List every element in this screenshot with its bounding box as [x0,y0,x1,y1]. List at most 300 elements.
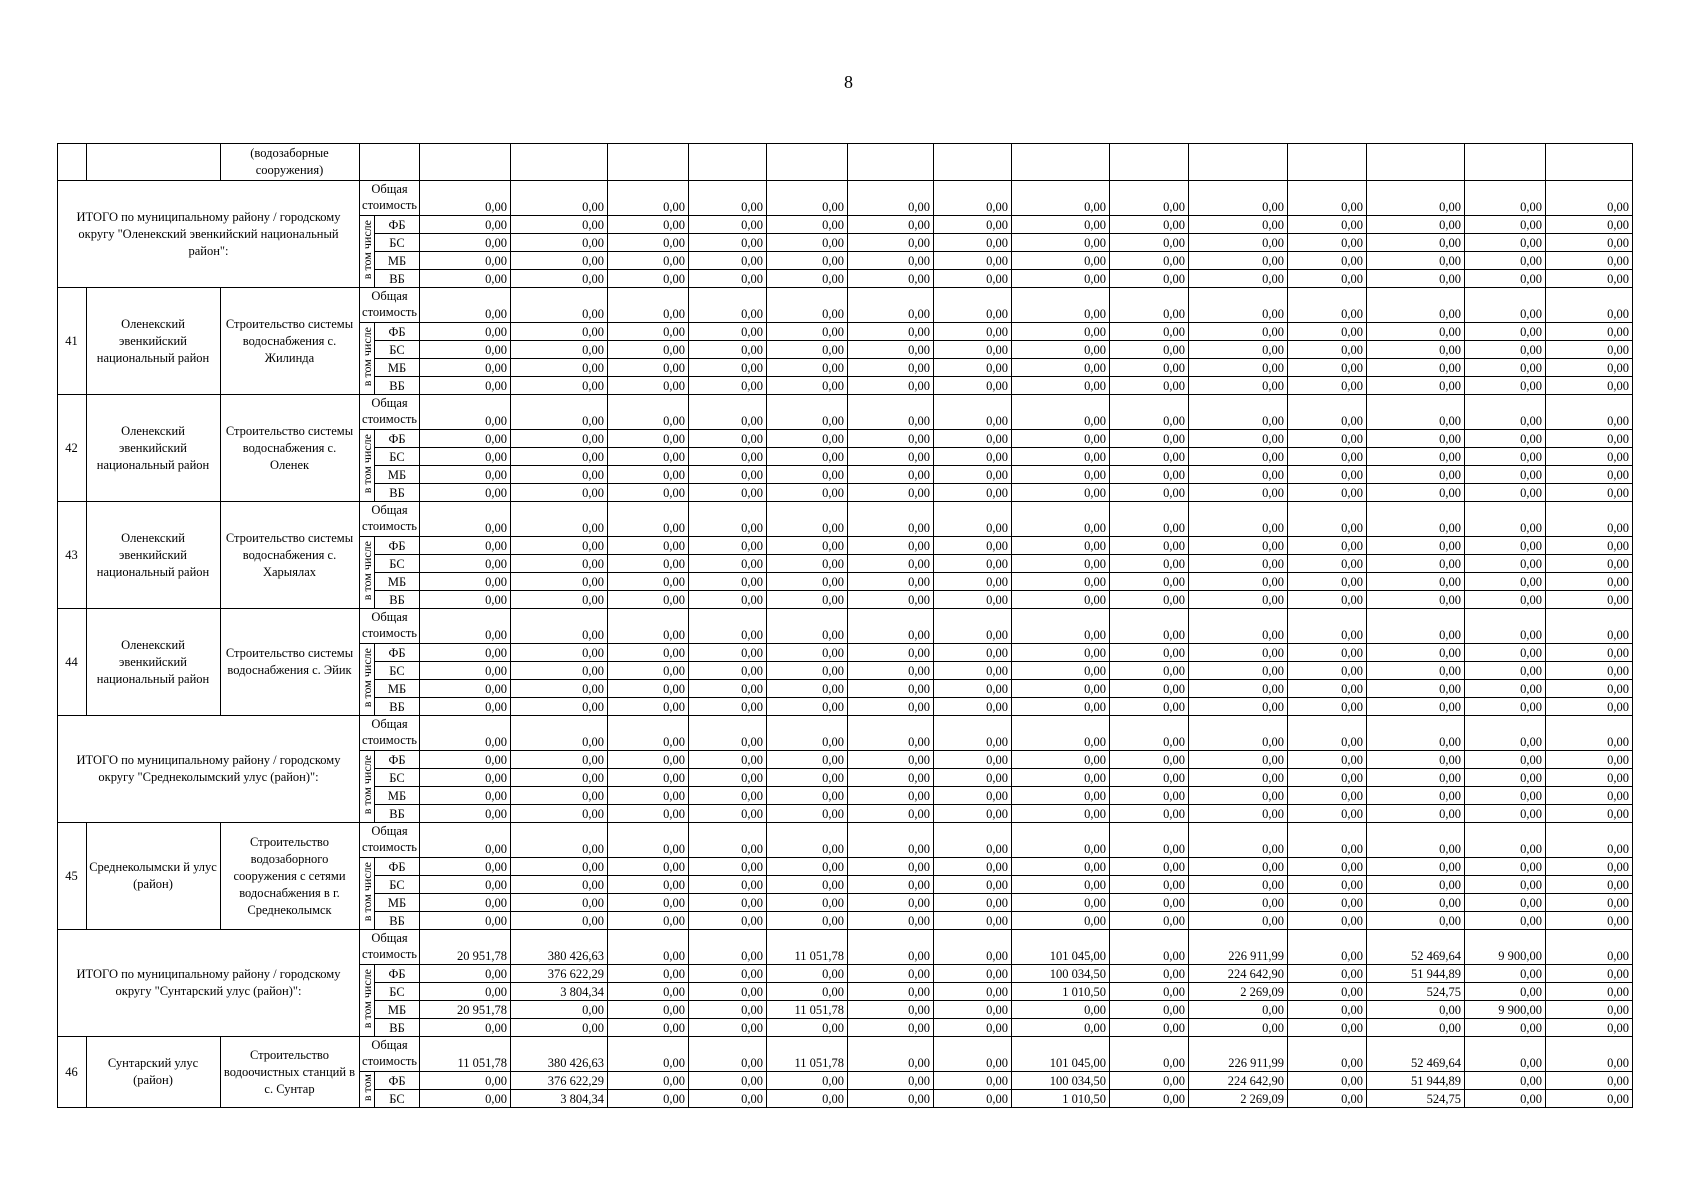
value-cell [1012,144,1110,181]
value-cell: 0,00 [1012,662,1110,680]
value-cell: 0,00 [1367,609,1465,644]
value-cell: 0,00 [1189,216,1288,234]
value-cell: 0,00 [1012,805,1110,823]
value-cell: 0,00 [689,466,767,484]
value-cell: 0,00 [608,1037,689,1072]
value-cell: 0,00 [511,181,608,216]
in-that-number-text: в том числе [360,968,374,1029]
total-cost-label: Общая стоимость [360,395,420,430]
value-cell: 0,00 [1110,323,1189,341]
value-cell: 0,00 [420,252,511,270]
value-cell: 0,00 [689,823,767,858]
value-cell: 0,00 [1189,591,1288,609]
value-cell: 0,00 [1012,698,1110,716]
in-that-number-label [360,644,375,716]
value-cell: 0,00 [608,930,689,965]
value-cell: 0,00 [848,1001,934,1019]
value-cell: 1 010,50 [1012,983,1110,1001]
value-cell: 0,00 [1012,323,1110,341]
value-cell: 0,00 [1367,252,1465,270]
value-cell: 0,00 [1546,858,1633,876]
value-cell: 0,00 [1465,395,1546,430]
value-cell: 0,00 [1288,234,1367,252]
value-cell: 0,00 [1012,537,1110,555]
object-name: Строительство системы водоснабжения с. Жилинда [221,288,360,395]
value-cell: 380 426,63 [511,1037,608,1072]
value-cell: 0,00 [511,395,608,430]
value-cell: 0,00 [1110,591,1189,609]
source-label: ФБ [375,751,420,769]
value-cell: 0,00 [1012,858,1110,876]
value-cell: 0,00 [1189,323,1288,341]
value-cell: 0,00 [1465,965,1546,983]
value-cell: 0,00 [1546,270,1633,288]
object-name: Строительство водоочистных станций в с. Сунтар [221,1037,360,1108]
value-cell: 0,00 [934,1072,1012,1090]
source-label: БС [375,983,420,1001]
value-cell: 226 911,99 [1189,1037,1288,1072]
value-cell: 0,00 [689,252,767,270]
value-cell: 0,00 [1110,395,1189,430]
value-cell: 0,00 [1367,359,1465,377]
value-cell: 0,00 [420,591,511,609]
value-cell [420,144,511,181]
district-name: Сунтарский улус (район) [87,1037,221,1108]
value-cell: 0,00 [1189,502,1288,537]
value-cell: 0,00 [1012,341,1110,359]
value-cell: 0,00 [1367,591,1465,609]
value-cell: 0,00 [1546,1072,1633,1090]
value-cell: 0,00 [1465,591,1546,609]
value-cell: 0,00 [511,502,608,537]
value-cell: 0,00 [1012,573,1110,591]
value-cell: 524,75 [1367,1090,1465,1108]
value-cell: 0,00 [1465,751,1546,769]
value-cell: 0,00 [1288,288,1367,323]
value-cell: 0,00 [1288,930,1367,965]
value-cell: 0,00 [767,555,848,573]
source-label: МБ [375,894,420,912]
value-cell: 0,00 [420,430,511,448]
value-cell: 0,00 [1189,537,1288,555]
value-cell: 0,00 [1367,787,1465,805]
value-cell: 0,00 [1189,698,1288,716]
source-label: МБ [375,466,420,484]
value-cell: 0,00 [608,270,689,288]
value-cell: 0,00 [608,591,689,609]
total-cost-label: Общая стоимость [360,930,420,965]
value-cell: 224 642,90 [1189,1072,1288,1090]
value-cell: 0,00 [1288,787,1367,805]
value-cell: 0,00 [767,430,848,448]
value-cell: 0,00 [1189,751,1288,769]
value-cell: 0,00 [608,181,689,216]
value-cell: 0,00 [1288,430,1367,448]
value-cell: 0,00 [848,983,934,1001]
value-cell: 0,00 [608,680,689,698]
value-cell: 0,00 [767,341,848,359]
value-cell: 0,00 [934,323,1012,341]
value-cell: 0,00 [1465,876,1546,894]
value-cell: 0,00 [1110,555,1189,573]
value-cell: 0,00 [689,858,767,876]
total-cost-label: Общая стоимость [360,609,420,644]
value-cell: 0,00 [934,769,1012,787]
value-cell: 0,00 [1367,466,1465,484]
value-cell: 0,00 [1367,894,1465,912]
value-cell: 0,00 [420,216,511,234]
value-cell: 0,00 [1012,377,1110,395]
value-cell: 0,00 [511,894,608,912]
value-cell: 3 804,34 [511,1090,608,1108]
value-cell: 0,00 [1465,983,1546,1001]
value-cell: 0,00 [1367,644,1465,662]
value-cell: 0,00 [420,894,511,912]
value-cell [934,144,1012,181]
value-cell: 0,00 [608,805,689,823]
value-cell: 0,00 [1288,823,1367,858]
value-cell: 0,00 [1367,751,1465,769]
value-cell: 100 034,50 [1012,965,1110,983]
value-cell: 0,00 [1012,502,1110,537]
value-cell: 3 804,34 [511,983,608,1001]
value-cell: 0,00 [608,1090,689,1108]
value-cell: 0,00 [1288,270,1367,288]
value-cell: 0,00 [1546,823,1633,858]
value-cell: 0,00 [1110,983,1189,1001]
value-cell: 11 051,78 [420,1037,511,1072]
value-cell: 0,00 [1546,234,1633,252]
value-cell: 0,00 [1288,181,1367,216]
value-cell: 0,00 [608,377,689,395]
total-cost-label: Общая стоимость [360,502,420,537]
value-cell: 0,00 [608,288,689,323]
value-cell: 0,00 [420,270,511,288]
value-cell: 0,00 [934,930,1012,965]
value-cell: 0,00 [1288,1090,1367,1108]
value-cell: 0,00 [420,537,511,555]
value-cell: 0,00 [1465,341,1546,359]
in-that-number-label [360,858,375,930]
value-cell: 0,00 [1189,341,1288,359]
value-cell: 0,00 [420,823,511,858]
value-cell: 0,00 [934,252,1012,270]
row-number: 41 [58,288,87,395]
value-cell: 0,00 [1012,270,1110,288]
value-cell: 0,00 [511,876,608,894]
value-cell: 0,00 [848,252,934,270]
in-that-number-text: в том числе [360,861,374,922]
source-label: БС [375,769,420,787]
value-cell: 0,00 [1367,769,1465,787]
value-cell: 0,00 [1465,1019,1546,1037]
value-cell: 0,00 [608,1001,689,1019]
value-cell: 524,75 [1367,983,1465,1001]
source-label: ВБ [375,698,420,716]
value-cell: 0,00 [420,751,511,769]
value-cell: 0,00 [608,395,689,430]
value-cell: 0,00 [608,1072,689,1090]
value-cell: 0,00 [420,502,511,537]
value-cell: 0,00 [1189,573,1288,591]
value-cell: 0,00 [511,448,608,466]
value-cell: 0,00 [1012,680,1110,698]
value-cell: 0,00 [1189,430,1288,448]
object-cell: (водозаборные сооружения) [221,144,360,181]
value-cell: 0,00 [689,876,767,894]
value-cell: 0,00 [420,662,511,680]
value-cell: 0,00 [1546,680,1633,698]
value-cell: 0,00 [420,484,511,502]
value-cell: 0,00 [1546,698,1633,716]
value-cell: 0,00 [1546,591,1633,609]
value-cell: 0,00 [689,680,767,698]
value-cell: 0,00 [1367,181,1465,216]
value-cell: 0,00 [1288,395,1367,430]
value-cell: 0,00 [420,573,511,591]
value-cell: 0,00 [689,234,767,252]
value-cell: 0,00 [1110,751,1189,769]
value-cell: 0,00 [689,698,767,716]
value-cell: 0,00 [420,965,511,983]
value-cell: 0,00 [511,805,608,823]
value-cell: 0,00 [1288,609,1367,644]
value-cell: 0,00 [1546,181,1633,216]
value-cell [1110,144,1189,181]
value-cell: 0,00 [848,234,934,252]
value-cell: 0,00 [1012,644,1110,662]
source-label: МБ [375,787,420,805]
value-cell: 0,00 [1546,323,1633,341]
value-cell: 0,00 [511,698,608,716]
source-label: БС [375,876,420,894]
value-cell: 0,00 [1189,1019,1288,1037]
value-cell: 0,00 [1110,234,1189,252]
value-cell: 0,00 [1110,252,1189,270]
value-cell: 0,00 [1546,983,1633,1001]
table-row [58,609,1633,644]
value-cell: 0,00 [1012,769,1110,787]
value-cell: 376 622,29 [511,965,608,983]
value-cell [689,144,767,181]
value-cell: 0,00 [848,876,934,894]
value-cell: 0,00 [511,769,608,787]
source-label: ФБ [375,1072,420,1090]
value-cell: 0,00 [848,484,934,502]
value-cell: 0,00 [1110,1072,1189,1090]
value-cell: 0,00 [934,662,1012,680]
value-cell: 0,00 [1465,716,1546,751]
table-body [58,144,1633,1108]
value-cell: 0,00 [934,502,1012,537]
value-cell: 0,00 [608,716,689,751]
value-cell: 0,00 [511,644,608,662]
value-cell: 0,00 [1110,930,1189,965]
in-that-number-label [360,216,375,288]
value-cell: 0,00 [848,912,934,930]
value-cell: 0,00 [1288,484,1367,502]
value-cell: 0,00 [848,644,934,662]
value-cell: 0,00 [1367,698,1465,716]
in-that-number-label [360,1072,375,1108]
value-cell: 0,00 [420,359,511,377]
value-cell: 0,00 [1367,716,1465,751]
value-cell: 0,00 [1367,234,1465,252]
in-that-number-text: в том [360,1073,374,1102]
value-cell: 0,00 [420,323,511,341]
value-cell: 0,00 [689,912,767,930]
value-cell: 0,00 [1288,1072,1367,1090]
source-label: БС [375,555,420,573]
value-cell: 0,00 [1012,912,1110,930]
value-cell: 0,00 [934,805,1012,823]
value-cell: 0,00 [1012,288,1110,323]
value-cell: 0,00 [767,751,848,769]
value-cell: 0,00 [420,698,511,716]
value-cell: 0,00 [420,805,511,823]
value-cell: 11 051,78 [767,930,848,965]
value-cell: 0,00 [848,680,934,698]
value-cell: 0,00 [1288,591,1367,609]
value-cell: 0,00 [934,341,1012,359]
value-cell: 0,00 [767,484,848,502]
value-cell: 0,00 [848,430,934,448]
value-cell: 0,00 [420,609,511,644]
value-cell: 0,00 [1012,430,1110,448]
value-cell: 0,00 [608,965,689,983]
value-cell: 0,00 [1110,288,1189,323]
value-cell: 0,00 [511,537,608,555]
value-cell: 0,00 [608,252,689,270]
value-cell: 0,00 [1546,466,1633,484]
value-cell: 0,00 [848,341,934,359]
value-cell [511,144,608,181]
value-cell: 0,00 [1189,716,1288,751]
source-label: МБ [375,1001,420,1019]
source-label: ФБ [375,537,420,555]
value-cell: 0,00 [511,912,608,930]
value-cell: 0,00 [767,502,848,537]
value-cell: 0,00 [848,466,934,484]
value-cell: 0,00 [1367,395,1465,430]
value-cell: 0,00 [689,662,767,680]
value-cell: 0,00 [420,858,511,876]
value-cell: 0,00 [1189,359,1288,377]
value-cell: 0,00 [1288,662,1367,680]
value-cell: 0,00 [511,787,608,805]
value-cell: 0,00 [1367,662,1465,680]
source-label: ВБ [375,484,420,502]
value-cell: 0,00 [1110,805,1189,823]
value-cell: 0,00 [608,894,689,912]
value-cell: 0,00 [767,537,848,555]
value-cell: 226 911,99 [1189,930,1288,965]
value-cell: 0,00 [511,466,608,484]
value-cell: 0,00 [934,484,1012,502]
value-cell: 0,00 [420,234,511,252]
value-cell: 0,00 [1546,377,1633,395]
value-cell: 0,00 [767,609,848,644]
table-row [58,1037,1633,1072]
row-number: 45 [58,823,87,930]
value-cell: 0,00 [1288,716,1367,751]
value-cell: 0,00 [767,894,848,912]
value-cell: 0,00 [1110,698,1189,716]
value-cell: 0,00 [511,288,608,323]
value-cell: 0,00 [1546,395,1633,430]
value-cell: 0,00 [848,323,934,341]
value-cell: 0,00 [767,965,848,983]
value-cell: 0,00 [1189,288,1288,323]
value-cell: 0,00 [1189,555,1288,573]
value-cell: 0,00 [848,270,934,288]
value-cell: 0,00 [1189,448,1288,466]
value-cell: 0,00 [689,323,767,341]
value-cell: 0,00 [848,573,934,591]
total-cost-label: Общая стоимость [360,823,420,858]
value-cell: 0,00 [689,591,767,609]
value-cell: 0,00 [1288,466,1367,484]
value-cell: 0,00 [1367,912,1465,930]
value-cell: 0,00 [848,751,934,769]
value-cell: 0,00 [608,983,689,1001]
table-row [58,395,1633,430]
value-cell: 0,00 [1367,270,1465,288]
value-cell: 0,00 [1012,591,1110,609]
value-cell: 0,00 [1546,716,1633,751]
in-that-number-label [360,430,375,502]
source-label: ВБ [375,377,420,395]
value-cell: 0,00 [848,965,934,983]
source-label: МБ [375,252,420,270]
value-cell: 0,00 [1546,1090,1633,1108]
value-cell: 0,00 [1189,680,1288,698]
value-cell: 0,00 [1189,662,1288,680]
in-that-number-text: в том числе [360,754,374,815]
value-cell: 0,00 [767,698,848,716]
value-cell: 0,00 [848,716,934,751]
value-cell: 0,00 [1012,823,1110,858]
district-name: Среднеколымски й улус (район) [87,823,221,930]
value-cell: 0,00 [420,1072,511,1090]
value-cell: 0,00 [848,609,934,644]
value-cell: 0,00 [1367,823,1465,858]
value-cell: 0,00 [608,341,689,359]
value-cell: 0,00 [1189,484,1288,502]
value-cell: 0,00 [767,466,848,484]
total-cost-label: Общая стоимость [360,716,420,751]
value-cell: 0,00 [511,1019,608,1037]
value-cell: 20 951,78 [420,930,511,965]
value-cell: 0,00 [848,537,934,555]
value-cell: 0,00 [1465,484,1546,502]
value-cell: 0,00 [1110,894,1189,912]
value-cell: 0,00 [608,912,689,930]
value-cell: 0,00 [767,377,848,395]
value-cell: 0,00 [1110,823,1189,858]
value-cell: 0,00 [1110,216,1189,234]
value-cell: 0,00 [1288,555,1367,573]
value-cell: 100 034,50 [1012,1072,1110,1090]
value-cell: 0,00 [1546,912,1633,930]
value-cell: 0,00 [1546,930,1633,965]
value-cell: 0,00 [1546,751,1633,769]
value-cell: 0,00 [1110,537,1189,555]
value-cell: 0,00 [1110,430,1189,448]
value-cell: 0,00 [608,787,689,805]
value-cell: 0,00 [608,359,689,377]
value-cell: 0,00 [934,573,1012,591]
